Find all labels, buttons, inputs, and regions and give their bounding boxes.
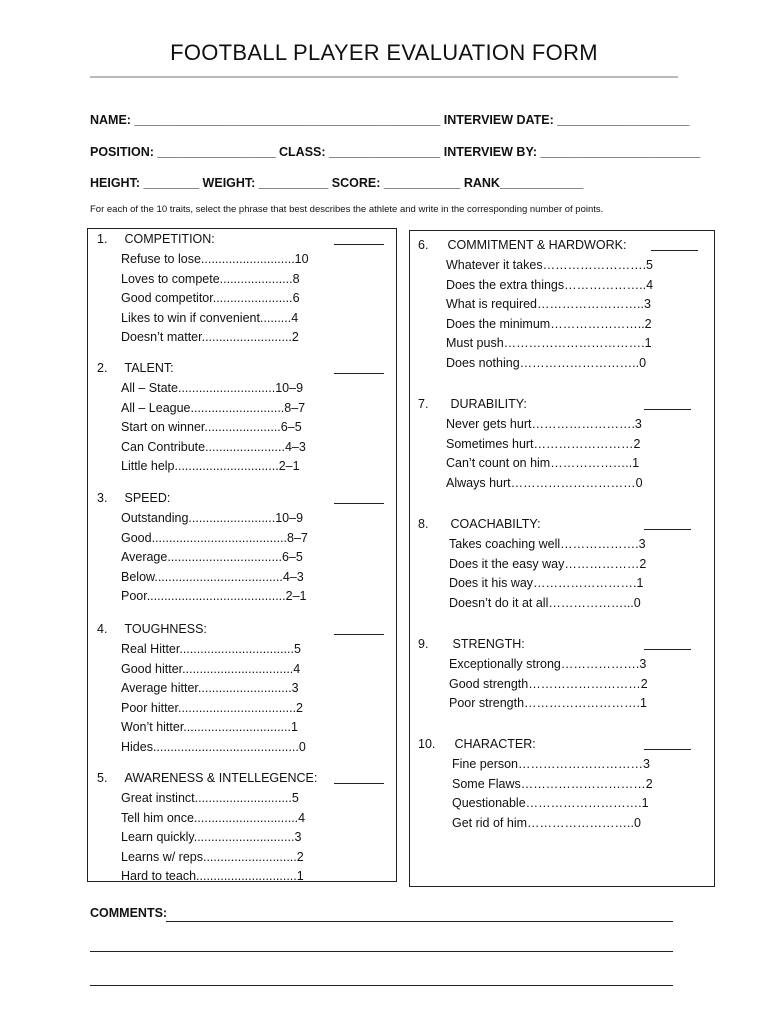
option: Can Contribute.......................4–3: [121, 439, 306, 454]
option: Whatever it takes…………………….5: [446, 258, 653, 272]
option: Some Flaws…………………………2: [452, 776, 653, 791]
option: Loves to compete.....................8: [121, 271, 300, 286]
points-blank[interactable]: [334, 771, 384, 784]
option: Hides..........................................0: [121, 739, 306, 754]
trait-name: TOUGHNESS:: [124, 622, 207, 636]
points-blank[interactable]: [644, 397, 691, 410]
option: Poor strength……………………….1: [449, 696, 647, 710]
option: Average hitter...........................3: [121, 681, 299, 695]
option: Refuse to lose...........................10: [121, 252, 309, 266]
trait-name: TALENT:: [124, 361, 174, 375]
option: Takes coaching well……………….3: [449, 537, 646, 551]
trait-durability: [418, 397, 703, 493]
option: Questionable……………………….1: [452, 796, 649, 810]
option: Start on winner......................6–5: [121, 420, 302, 434]
option: Great instinct............................5: [121, 791, 299, 805]
option: Doesn’t do it at all………………...0: [449, 595, 641, 610]
option: Does the minimum…………………..2: [446, 316, 652, 331]
trait-name: COACHABILTY:: [450, 517, 541, 531]
option: Good strength………………………2: [449, 676, 648, 691]
name-date-fields[interactable]: NAME: ____________________________________________ INTERVIEW DATE: ___________________: [90, 113, 690, 127]
trait-awareness: [97, 771, 387, 887]
trait-talent: [97, 361, 387, 477]
option: Exceptionally strong……………….3: [449, 657, 647, 671]
points-blank[interactable]: [334, 491, 384, 504]
trait-number: 2.: [97, 361, 108, 375]
trait-name: COMPETITION:: [124, 232, 215, 246]
trait-name: STRENGTH:: [452, 637, 525, 651]
option: All – League...........................8–7: [121, 400, 306, 415]
comments-label: COMMENTS:: [90, 906, 168, 920]
option: Never gets hurt…………………….3: [446, 417, 642, 431]
option: Poor hitter..................................2: [121, 700, 304, 715]
title-divider: [90, 76, 678, 78]
option: Always hurt…………………………0: [446, 475, 643, 490]
option: Learns w/ reps...........................2: [121, 849, 304, 864]
option: Does it the easy way………………2: [449, 556, 647, 571]
points-blank[interactable]: [334, 622, 384, 635]
height-weight-score-rank-fields[interactable]: HEIGHT: ________ WEIGHT: __________ SCORE: ___________ RANK____________: [90, 176, 584, 190]
option: Likes to win if convenient.........4: [121, 310, 299, 325]
trait-name: CHARACTER:: [454, 737, 536, 751]
trait-competition: [97, 232, 387, 348]
option: Real Hitter.................................5: [121, 642, 301, 656]
option: Fine person…………………………3: [452, 757, 650, 771]
option: Little help..............................2–1: [121, 459, 300, 473]
option: Won’t hitter...............................1: [121, 720, 298, 734]
option: Poor........................................2–1: [121, 589, 307, 603]
points-blank[interactable]: [334, 361, 384, 374]
position-class-interviewer-fields[interactable]: POSITION: _________________ CLASS: ________________ INTERVIEW BY: _______________________: [90, 145, 701, 159]
trait-number: 8.: [418, 517, 429, 531]
option: Average.................................6–5: [121, 550, 303, 564]
option: Can’t count on him………………..1: [446, 456, 640, 470]
trait-speed: [97, 491, 387, 607]
option: Does it his way…………………….1: [449, 576, 644, 590]
trait-toughness: [97, 622, 387, 757]
comment-line[interactable]: [166, 921, 673, 922]
option: Good hitter................................4: [121, 661, 301, 676]
trait-coachability: [418, 517, 703, 613]
option: Tell him once..............................4: [121, 810, 306, 825]
trait-number: 5.: [97, 771, 108, 785]
option: All – State............................10–9: [121, 381, 304, 395]
trait-number: 4.: [97, 622, 108, 636]
points-blank[interactable]: [644, 737, 691, 750]
trait-number: 7.: [418, 397, 429, 411]
comment-line[interactable]: [90, 951, 673, 952]
comment-line[interactable]: [90, 985, 673, 986]
option: Outstanding.........................10–9: [121, 511, 304, 525]
option: Doesn’t matter..........................2: [121, 330, 299, 344]
points-blank[interactable]: [334, 232, 384, 245]
option: What is required……………………..3: [446, 297, 651, 311]
instructions-text: For each of the 10 traits, select the phrase that best describes the athlete and write in the corresponding number of points.: [90, 204, 604, 215]
points-blank[interactable]: [651, 238, 698, 251]
trait-number: 9.: [418, 637, 429, 651]
option: Learn quickly.............................3: [121, 830, 302, 844]
option: Does the extra things………………..4: [446, 277, 654, 292]
option: Must push…………………………….1: [446, 336, 652, 350]
trait-strength: [418, 637, 703, 714]
form-title: FOOTBALL PLAYER EVALUATION FORM: [170, 40, 598, 65]
trait-number: 1.: [97, 232, 108, 246]
option: Does nothing………………………..0: [446, 355, 647, 370]
option: Sometimes hurt……………………2: [446, 436, 641, 451]
trait-number: 6.: [418, 238, 429, 252]
trait-commitment: [418, 238, 703, 373]
option: Good competitor.......................6: [121, 291, 300, 305]
option: Hard to teach.............................1: [121, 869, 304, 883]
option: Below.....................................4–3: [121, 569, 304, 584]
trait-name: COMMITMENT & HARDWORK:: [447, 238, 627, 252]
trait-name: AWARENESS & INTELLEGENCE:: [124, 771, 318, 785]
trait-name: SPEED:: [124, 491, 171, 505]
trait-name: DURABILITY:: [450, 397, 527, 411]
trait-number: 10.: [418, 737, 436, 751]
points-blank[interactable]: [644, 637, 691, 650]
trait-number: 3.: [97, 491, 108, 505]
points-blank[interactable]: [644, 517, 691, 530]
option: Good.......................................8–7: [121, 530, 308, 545]
option: Get rid of him……………………..0: [452, 815, 641, 830]
trait-character: [418, 737, 703, 833]
